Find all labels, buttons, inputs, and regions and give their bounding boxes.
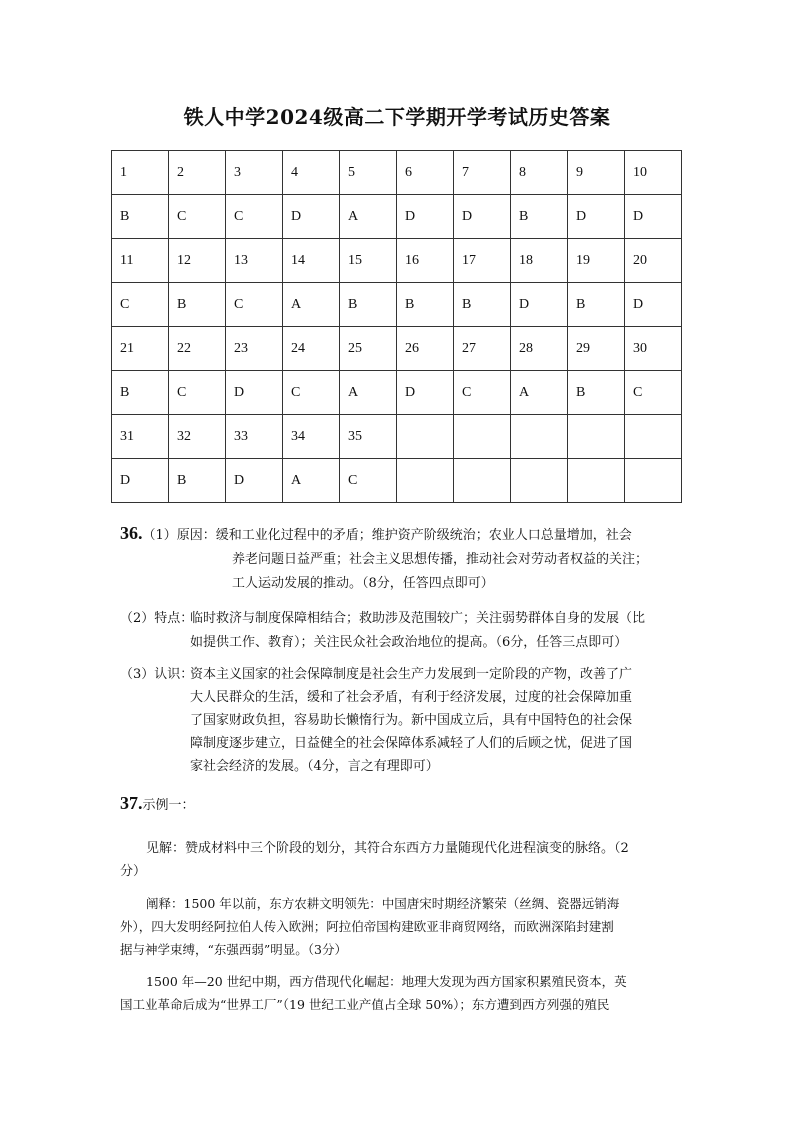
question-number-cell: 14 — [283, 239, 340, 283]
answer-cell: A — [283, 283, 340, 327]
answer-cell: D — [226, 371, 283, 415]
answer-cell: A — [283, 459, 340, 503]
question-number-cell: 19 — [568, 239, 625, 283]
answer-cell: D — [568, 195, 625, 239]
q36-p3-label: （3）认识： — [120, 667, 194, 682]
question-number-cell: 24 — [283, 327, 340, 371]
answer-cell — [454, 459, 511, 503]
question-number-cell — [397, 415, 454, 459]
q36-p2-label: （2）特点： — [120, 611, 194, 626]
question-number-cell — [454, 415, 511, 459]
answer-row — [112, 195, 682, 239]
q37-number: 37. — [120, 793, 143, 813]
answer-cell — [625, 459, 682, 503]
answer-cell: B — [511, 195, 568, 239]
answer-cell: B — [568, 283, 625, 327]
answer-cell: A — [511, 371, 568, 415]
page-title: 铁人中学2024级高二下学期开学考试历史答案 — [183, 105, 611, 129]
answer-table — [111, 150, 682, 503]
answer-row — [112, 459, 682, 503]
answer-cell: D — [625, 283, 682, 327]
answer-cell: A — [340, 195, 397, 239]
answer-row — [112, 283, 682, 327]
answer-cell — [397, 459, 454, 503]
question-number-cell: 21 — [112, 327, 169, 371]
answer-cell: C — [226, 195, 283, 239]
answer-cell: B — [112, 371, 169, 415]
q36-heading — [120, 522, 632, 547]
question-number-cell: 18 — [511, 239, 568, 283]
question-number-cell: 13 — [226, 239, 283, 283]
question-number-cell: 2 — [169, 151, 226, 195]
question-number-cell — [511, 415, 568, 459]
question-number-cell: 15 — [340, 239, 397, 283]
answer-row — [112, 371, 682, 415]
question-number-cell: 32 — [169, 415, 226, 459]
answer-cell: C — [454, 371, 511, 415]
answer-cell: D — [112, 459, 169, 503]
question-number-cell: 30 — [625, 327, 682, 371]
question-number-cell: 9 — [568, 151, 625, 195]
answer-cell: D — [397, 371, 454, 415]
answer-cell: C — [169, 195, 226, 239]
answer-cell: B — [568, 371, 625, 415]
q37-expl-line1: 阐释：1500 年以前，东方农耕文明领先：中国唐宋时期经济繁荣（丝绸、瓷器远销海 — [146, 896, 620, 911]
question-number-cell — [625, 415, 682, 459]
question-number-cell: 31 — [112, 415, 169, 459]
question-number-cell: 3 — [226, 151, 283, 195]
question-number-cell: 5 — [340, 151, 397, 195]
answer-cell: C — [169, 371, 226, 415]
answer-cell: D — [397, 195, 454, 239]
q36-p1-label: （1）原因： — [142, 528, 216, 543]
question-number-row — [112, 415, 682, 459]
answer-cell: B — [112, 195, 169, 239]
q36-number: 36. — [120, 523, 143, 543]
q36-p1-line1: 缓和工业化过程中的矛盾；维护资产阶级统治；农业人口总量增加，社会 — [215, 528, 632, 543]
question-number-cell: 23 — [226, 327, 283, 371]
question-number-cell: 6 — [397, 151, 454, 195]
question-number-cell: 25 — [340, 327, 397, 371]
q37-view-line1: 见解：赞成材料中三个阶段的划分，其符合东西方力量随现代化进程演变的脉络。（2 — [146, 841, 629, 856]
answer-cell: C — [625, 371, 682, 415]
question-number-cell — [568, 415, 625, 459]
question-number-row — [112, 239, 682, 283]
answer-cell: B — [169, 283, 226, 327]
question-number-cell: 1 — [112, 151, 169, 195]
q37-heading — [120, 792, 195, 817]
question-number-cell: 20 — [625, 239, 682, 283]
q37-view-line2: 分） — [120, 864, 147, 879]
answer-cell: A — [340, 371, 397, 415]
question-number-cell: 8 — [511, 151, 568, 195]
q36-p2-line2: 如提供工作、教育）；关注民众社会政治地位的提高。（6分，任答三点即可） — [190, 635, 628, 650]
answer-cell: B — [340, 283, 397, 327]
question-number-cell: 11 — [112, 239, 169, 283]
question-number-cell: 27 — [454, 327, 511, 371]
question-number-cell: 29 — [568, 327, 625, 371]
answer-cell: C — [112, 283, 169, 327]
answer-cell: D — [625, 195, 682, 239]
question-number-cell: 35 — [340, 415, 397, 459]
q37-expl-line2: 外），四大发明经阿拉伯人传入欧洲；阿拉伯帝国构建欧亚非商贸网络，而欧洲深陷封建割 — [120, 919, 614, 934]
answer-cell: D — [511, 283, 568, 327]
q36-p3-line2: 大人民群众的生活，缓和了社会矛盾，有利于经济发展，过度的社会保障加重 — [190, 690, 633, 705]
question-number-cell: 26 — [397, 327, 454, 371]
question-number-cell: 16 — [397, 239, 454, 283]
answer-cell — [568, 459, 625, 503]
answer-cell: B — [169, 459, 226, 503]
q37-expl-line3: 据与神学束缚，“东强西弱”明显。（3分） — [120, 942, 347, 957]
question-number-cell: 10 — [625, 151, 682, 195]
q37-example: 示例一： — [142, 798, 195, 813]
question-number-row — [112, 327, 682, 371]
question-number-cell: 22 — [169, 327, 226, 371]
answer-cell: C — [340, 459, 397, 503]
q37-stage2-line2: 国工业革命后成为“世界工厂”（19 世纪工业产值占全球 50%）；东方遭到西方列强的殖民 — [120, 997, 610, 1012]
question-number-cell: 17 — [454, 239, 511, 283]
answer-cell: D — [226, 459, 283, 503]
answer-cell: D — [454, 195, 511, 239]
answer-cell: C — [226, 283, 283, 327]
question-number-cell: 34 — [283, 415, 340, 459]
question-number-cell: 33 — [226, 415, 283, 459]
q36-p1-line3: 工人运动发展的推动。（8分，任答四点即可） — [232, 576, 494, 591]
q36-p3-line5: 家社会经济的发展。（4分，言之有理即可） — [190, 759, 439, 774]
question-number-cell: 28 — [511, 327, 568, 371]
q36-p3-line3: 了国家财政负担，容易助长懒惰行为。新中国成立后，具有中国特色的社会保 — [190, 713, 633, 728]
q37-stage2-line1: 1500 年—20 世纪中期，西方借现代化崛起：地理大发现为西方国家积累殖民资本，英 — [146, 974, 627, 989]
answer-cell: C — [283, 371, 340, 415]
answer-cell: D — [283, 195, 340, 239]
question-number-cell: 7 — [454, 151, 511, 195]
answer-cell — [511, 459, 568, 503]
q36-p3-line4: 障制度逐步建立，日益健全的社会保障体系减轻了人们的后顾之忧，促进了国 — [190, 736, 633, 751]
question-number-row — [112, 151, 682, 195]
q36-p3-line1: 资本主义国家的社会保障制度是社会生产力发展到一定阶段的产物，改善了广 — [190, 667, 633, 682]
q36-p2-line1: 临时救济与制度保障相结合；救助涉及范围较广；关注弱势群体自身的发展（比 — [190, 611, 646, 626]
answer-cell: B — [454, 283, 511, 327]
q36-p1-line2: 养老问题日益严重；社会主义思想传播，推动社会对劳动者权益的关注； — [232, 552, 649, 567]
answer-cell: B — [397, 283, 454, 327]
question-number-cell: 12 — [169, 239, 226, 283]
question-number-cell: 4 — [283, 151, 340, 195]
